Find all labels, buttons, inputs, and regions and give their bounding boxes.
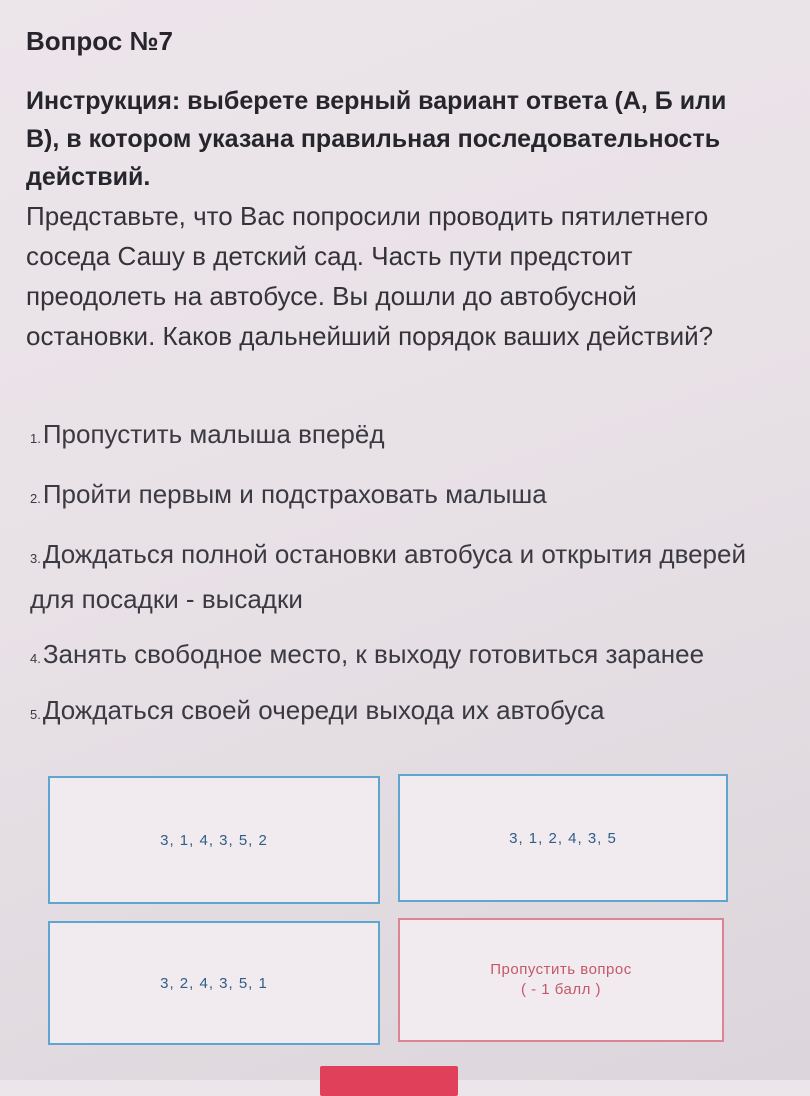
answer-option-label: 3, 2, 4, 3, 5, 1 [160,974,268,992]
step-item-1 [30,414,760,459]
step-number: 5. [30,707,41,722]
answer-option-label: 3, 1, 2, 4, 3, 5 [509,829,617,847]
step-item-5 [30,690,760,735]
step-text: Дождаться своей очереди выхода их автобуса [42,695,605,725]
answer-option-a[interactable] [48,776,380,904]
step-text: Пропустить малыша вперёд [42,419,385,449]
answer-option-c[interactable] [48,921,380,1045]
step-number: 2. [30,491,41,506]
answer-option-b[interactable] [398,774,728,902]
question-title: Вопрос №7 [26,26,173,56]
step-text: Занять свободное место, к выходу готовиться заранее [42,639,705,669]
step-number: 4. [30,651,41,666]
step-item-4 [30,634,760,679]
next-button[interactable] [320,1066,458,1096]
answer-option-label: 3, 1, 4, 3, 5, 2 [160,831,268,849]
step-item-2 [30,474,760,519]
question-instruction: Инструкция: выберете верный вариант ответа (А, Б или В), в котором указана правильная последовательность действий. [26,87,727,191]
step-number: 3. [30,551,41,566]
question-scenario: Представьте, что Вас попросили проводить пятилетнего соседа Сашу в детский сад. Часть пути предстоит преодолеть на автобусе. Вы дошли до автобусной остановки. Каков дальнейший порядок ваших действий? [26,201,714,351]
step-text: Пройти первым и подстраховать малыша [42,479,547,509]
skip-penalty: ( - 1 балл ) [520,981,602,998]
step-text: Дождаться полной остановки автобуса и открытия дверей для посадки - высадки [30,539,746,614]
step-number: 1. [30,431,41,446]
step-item-3 [30,534,760,619]
skip-label: Пропустить вопрос [490,961,632,978]
skip-question-button[interactable] [398,918,724,1042]
